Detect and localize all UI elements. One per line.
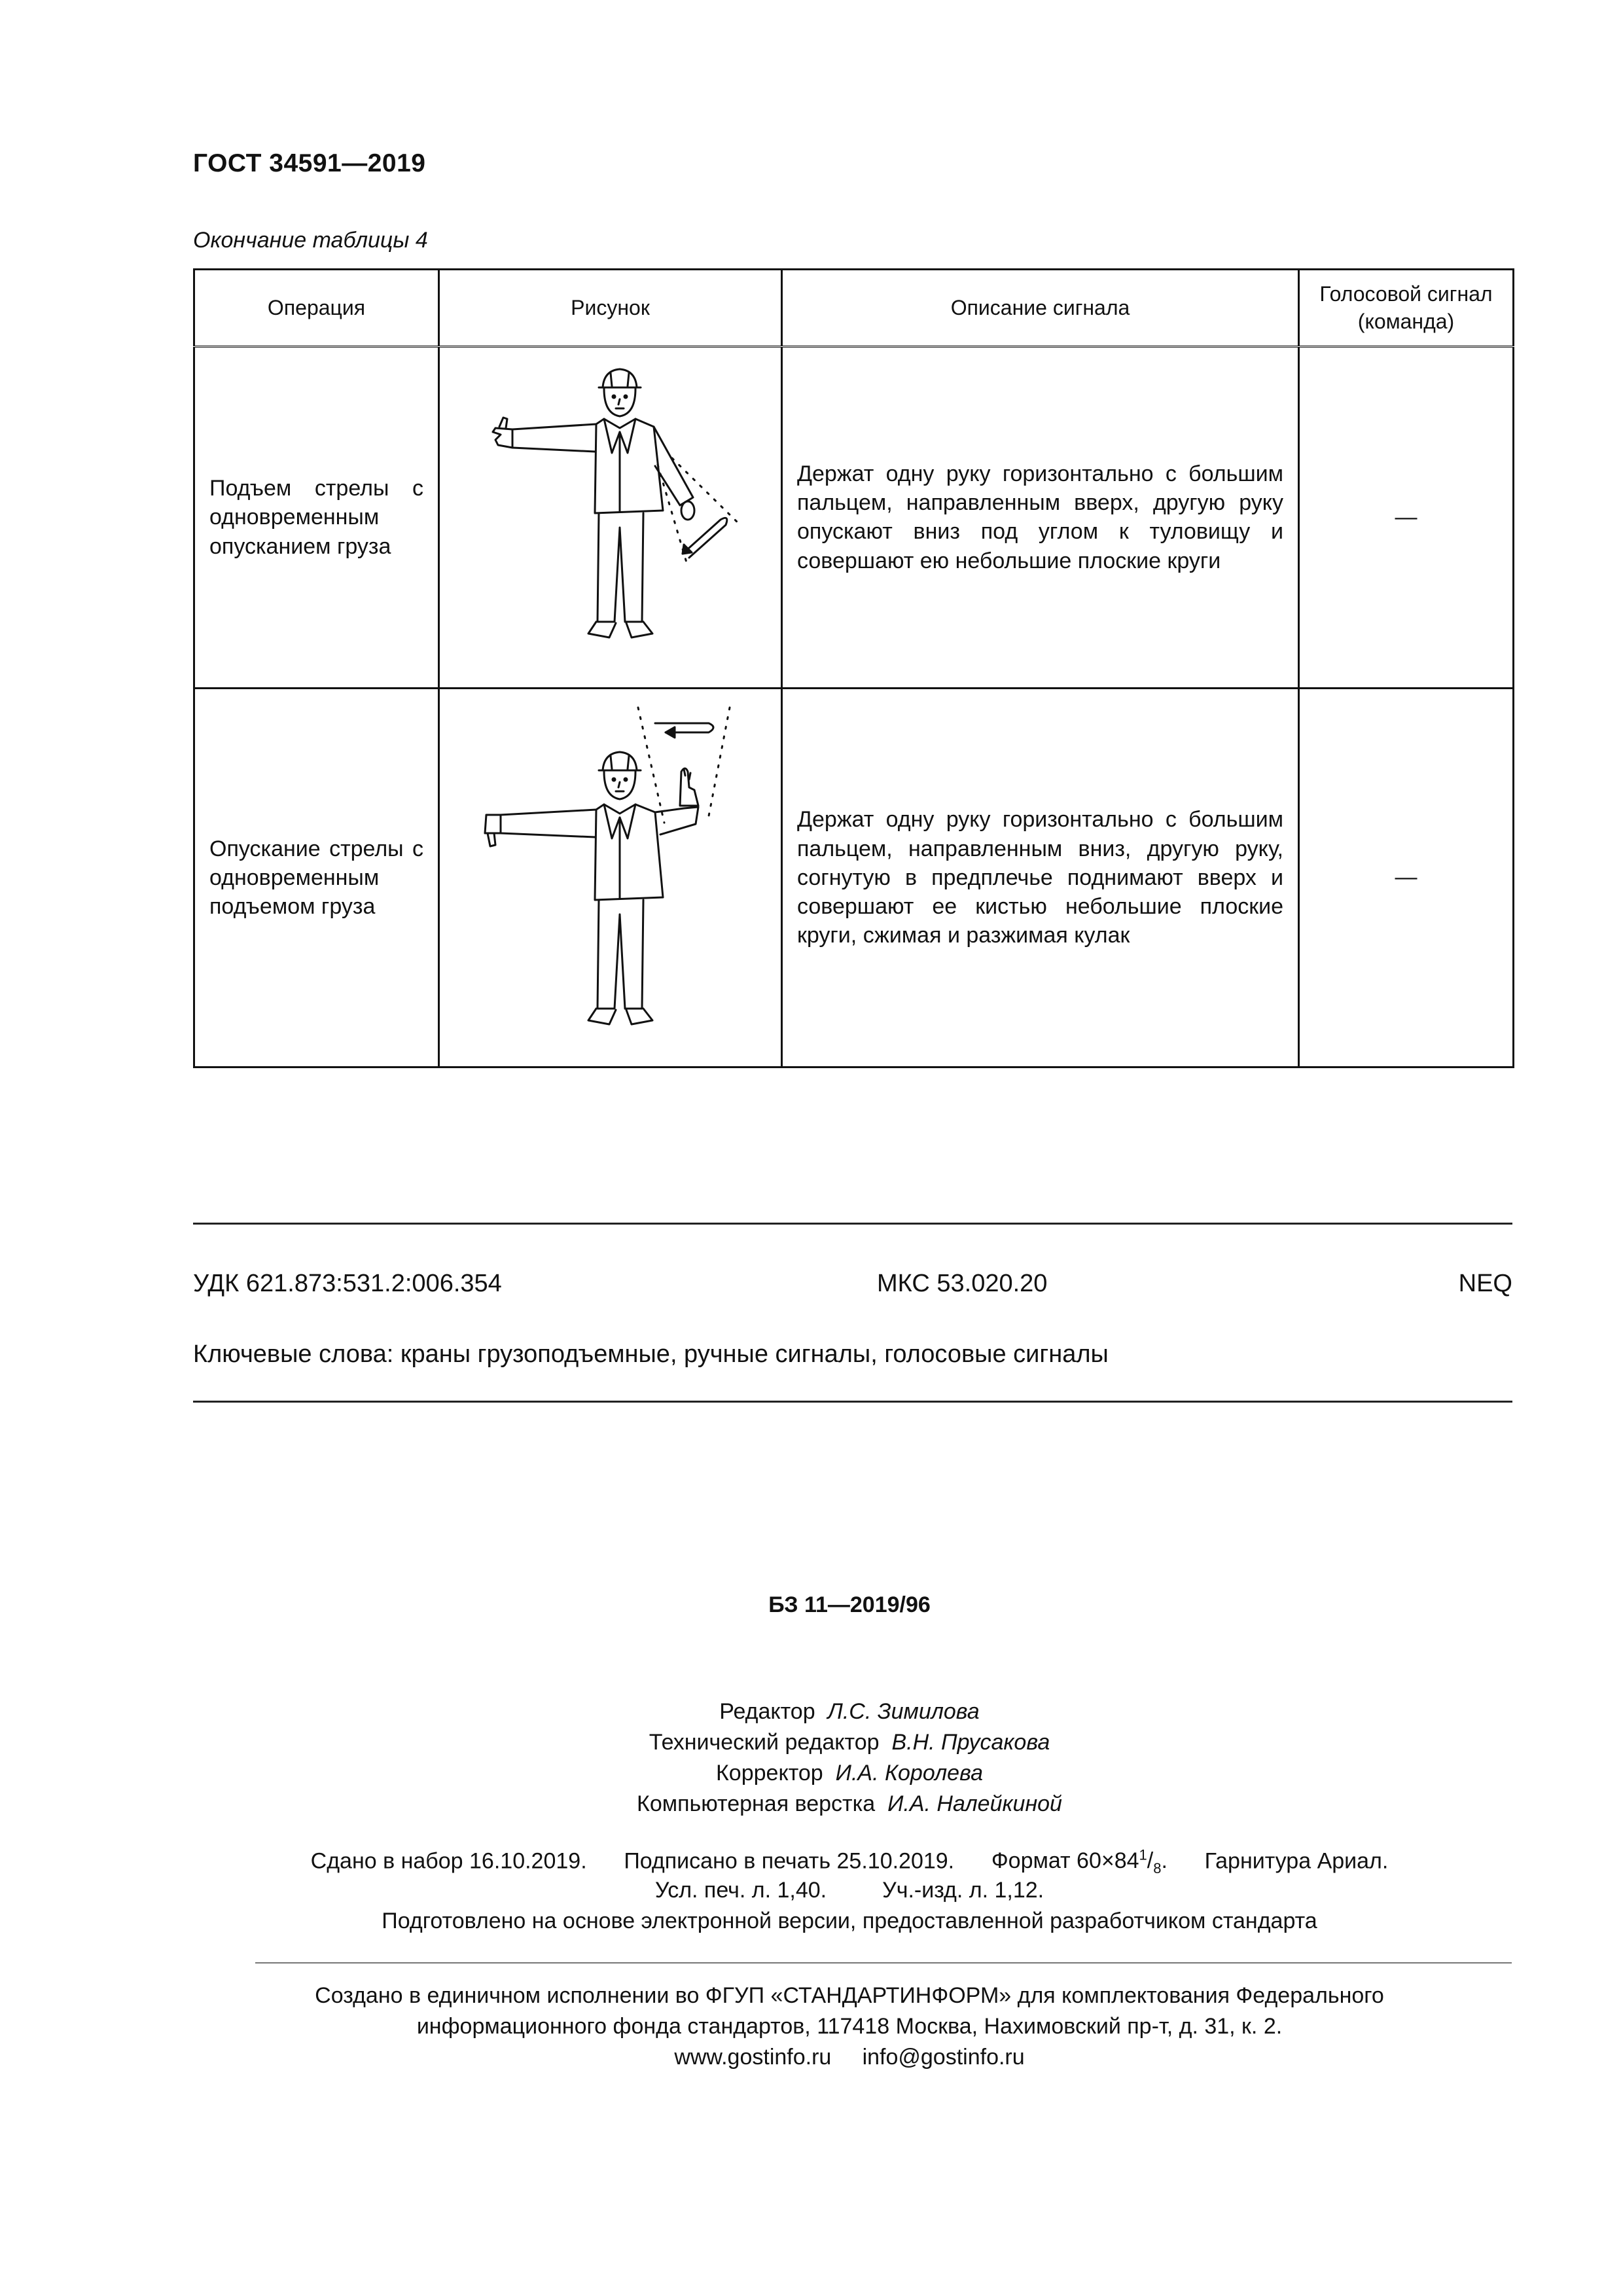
- equivalence-code: NEQ: [1458, 1270, 1512, 1297]
- description-cell: Держат одну руку горизонтально с большим пальцем, направленным вниз, другую руку, согнутую в предплечье поднимают вверх и совершают ее кистью небольшие плоские круги, сжимая и разжимая кулак: [782, 688, 1299, 1067]
- publisher-site-link[interactable]: www.gostinfo.ru: [674, 2045, 832, 2070]
- credit-role: Технический редактор: [649, 1730, 880, 1755]
- imprint-sheets-print: Усл. печ. л. 1,40.: [654, 1878, 827, 1903]
- imprint-line-1: [0, 1847, 1623, 1877]
- publisher-email-link[interactable]: info@gostinfo.ru: [862, 2045, 1025, 2070]
- credit-tech-editor: [0, 1730, 1623, 1755]
- imprint-typeface: Гарнитура Ариал.: [1204, 1848, 1389, 1874]
- column-header-description: Описание сигнала: [782, 270, 1299, 347]
- imprint-prepared: Подготовлено на основе электронной версии, предоставленной разработчиком стандарта: [382, 1909, 1317, 1933]
- publisher-contacts: [0, 2045, 1623, 2070]
- table-row: [194, 347, 1514, 688]
- voice-cell: —: [1299, 688, 1514, 1067]
- signal-table: [193, 268, 1514, 1068]
- divider-thin: [255, 1962, 1512, 1964]
- publisher-line-2: информационного фонда стандартов, 117418 Москва, Нахимовский пр-т, д. 31, к. 2.: [416, 2014, 1283, 2039]
- keywords: Ключевые слова: краны грузоподъемные, ручные сигналы, голосовые сигналы: [193, 1340, 1109, 1368]
- table-caption: Окончание таблицы 4: [193, 228, 428, 253]
- udk-code: УДК 621.873:531.2:006.354: [193, 1270, 502, 1297]
- credit-layout: [0, 1791, 1623, 1817]
- credit-name: И.А. Королева: [835, 1761, 983, 1785]
- imprint-signed: Подписано в печать 25.10.2019.: [624, 1848, 955, 1874]
- mks-code: МКС 53.020.20: [877, 1270, 1048, 1297]
- divider-top: [193, 1223, 1512, 1225]
- table-row: [194, 688, 1514, 1067]
- credit-role: Корректор: [716, 1761, 823, 1785]
- column-header-picture: Рисунок: [439, 270, 782, 347]
- signal-figure-boom-down-load-up: [447, 694, 774, 1061]
- credit-role: Компьютерная верстка: [637, 1791, 876, 1816]
- credit-name: И.А. Налейкиной: [887, 1791, 1062, 1816]
- credit-corrector: [0, 1761, 1623, 1786]
- imprint-format: Формат $60\times 84^1/_8$.: [991, 1847, 1168, 1877]
- signal-figure-boom-up-load-down: [447, 353, 774, 681]
- credit-role: Редактор: [719, 1699, 815, 1724]
- publisher-line-1: Создано в единичном исполнении во ФГУП «СТАНДАРТИНФОРМ» для комплектования Федерального: [315, 1983, 1384, 2008]
- document-header: ГОСТ 34591—2019: [193, 149, 426, 177]
- credit-editor: [0, 1699, 1623, 1725]
- credit-name: Л.С. Зимилова: [827, 1699, 980, 1724]
- voice-cell: —: [1299, 347, 1514, 688]
- bz-number: БЗ 11—2019/96: [768, 1592, 931, 1617]
- divider-bottom: [193, 1401, 1512, 1403]
- imprint-typeset: Сдано в набор 16.10.2019.: [310, 1848, 587, 1874]
- picture-cell: [439, 688, 782, 1067]
- column-header-operation: Операция: [194, 270, 439, 347]
- imprint-line-2: [0, 1878, 1623, 1903]
- table-header-row: [194, 270, 1514, 347]
- picture-cell: [439, 347, 782, 688]
- column-header-voice: Голосовой сигнал (команда): [1299, 270, 1514, 347]
- operation-cell: Опускание стрелы с одновременным подъемом груза: [194, 688, 439, 1067]
- imprint-sheets-pub: Уч.-изд. л. 1,12.: [882, 1878, 1044, 1903]
- credit-name: В.Н. Прусакова: [891, 1730, 1050, 1755]
- description-cell: Держат одну руку горизонтально с большим пальцем, направленным вверх, другую руку опускают вниз под углом к туловищу и совершают ею небольшие плоские круги: [782, 347, 1299, 688]
- operation-cell: Подъем стрелы с одновременным опусканием груза: [194, 347, 439, 688]
